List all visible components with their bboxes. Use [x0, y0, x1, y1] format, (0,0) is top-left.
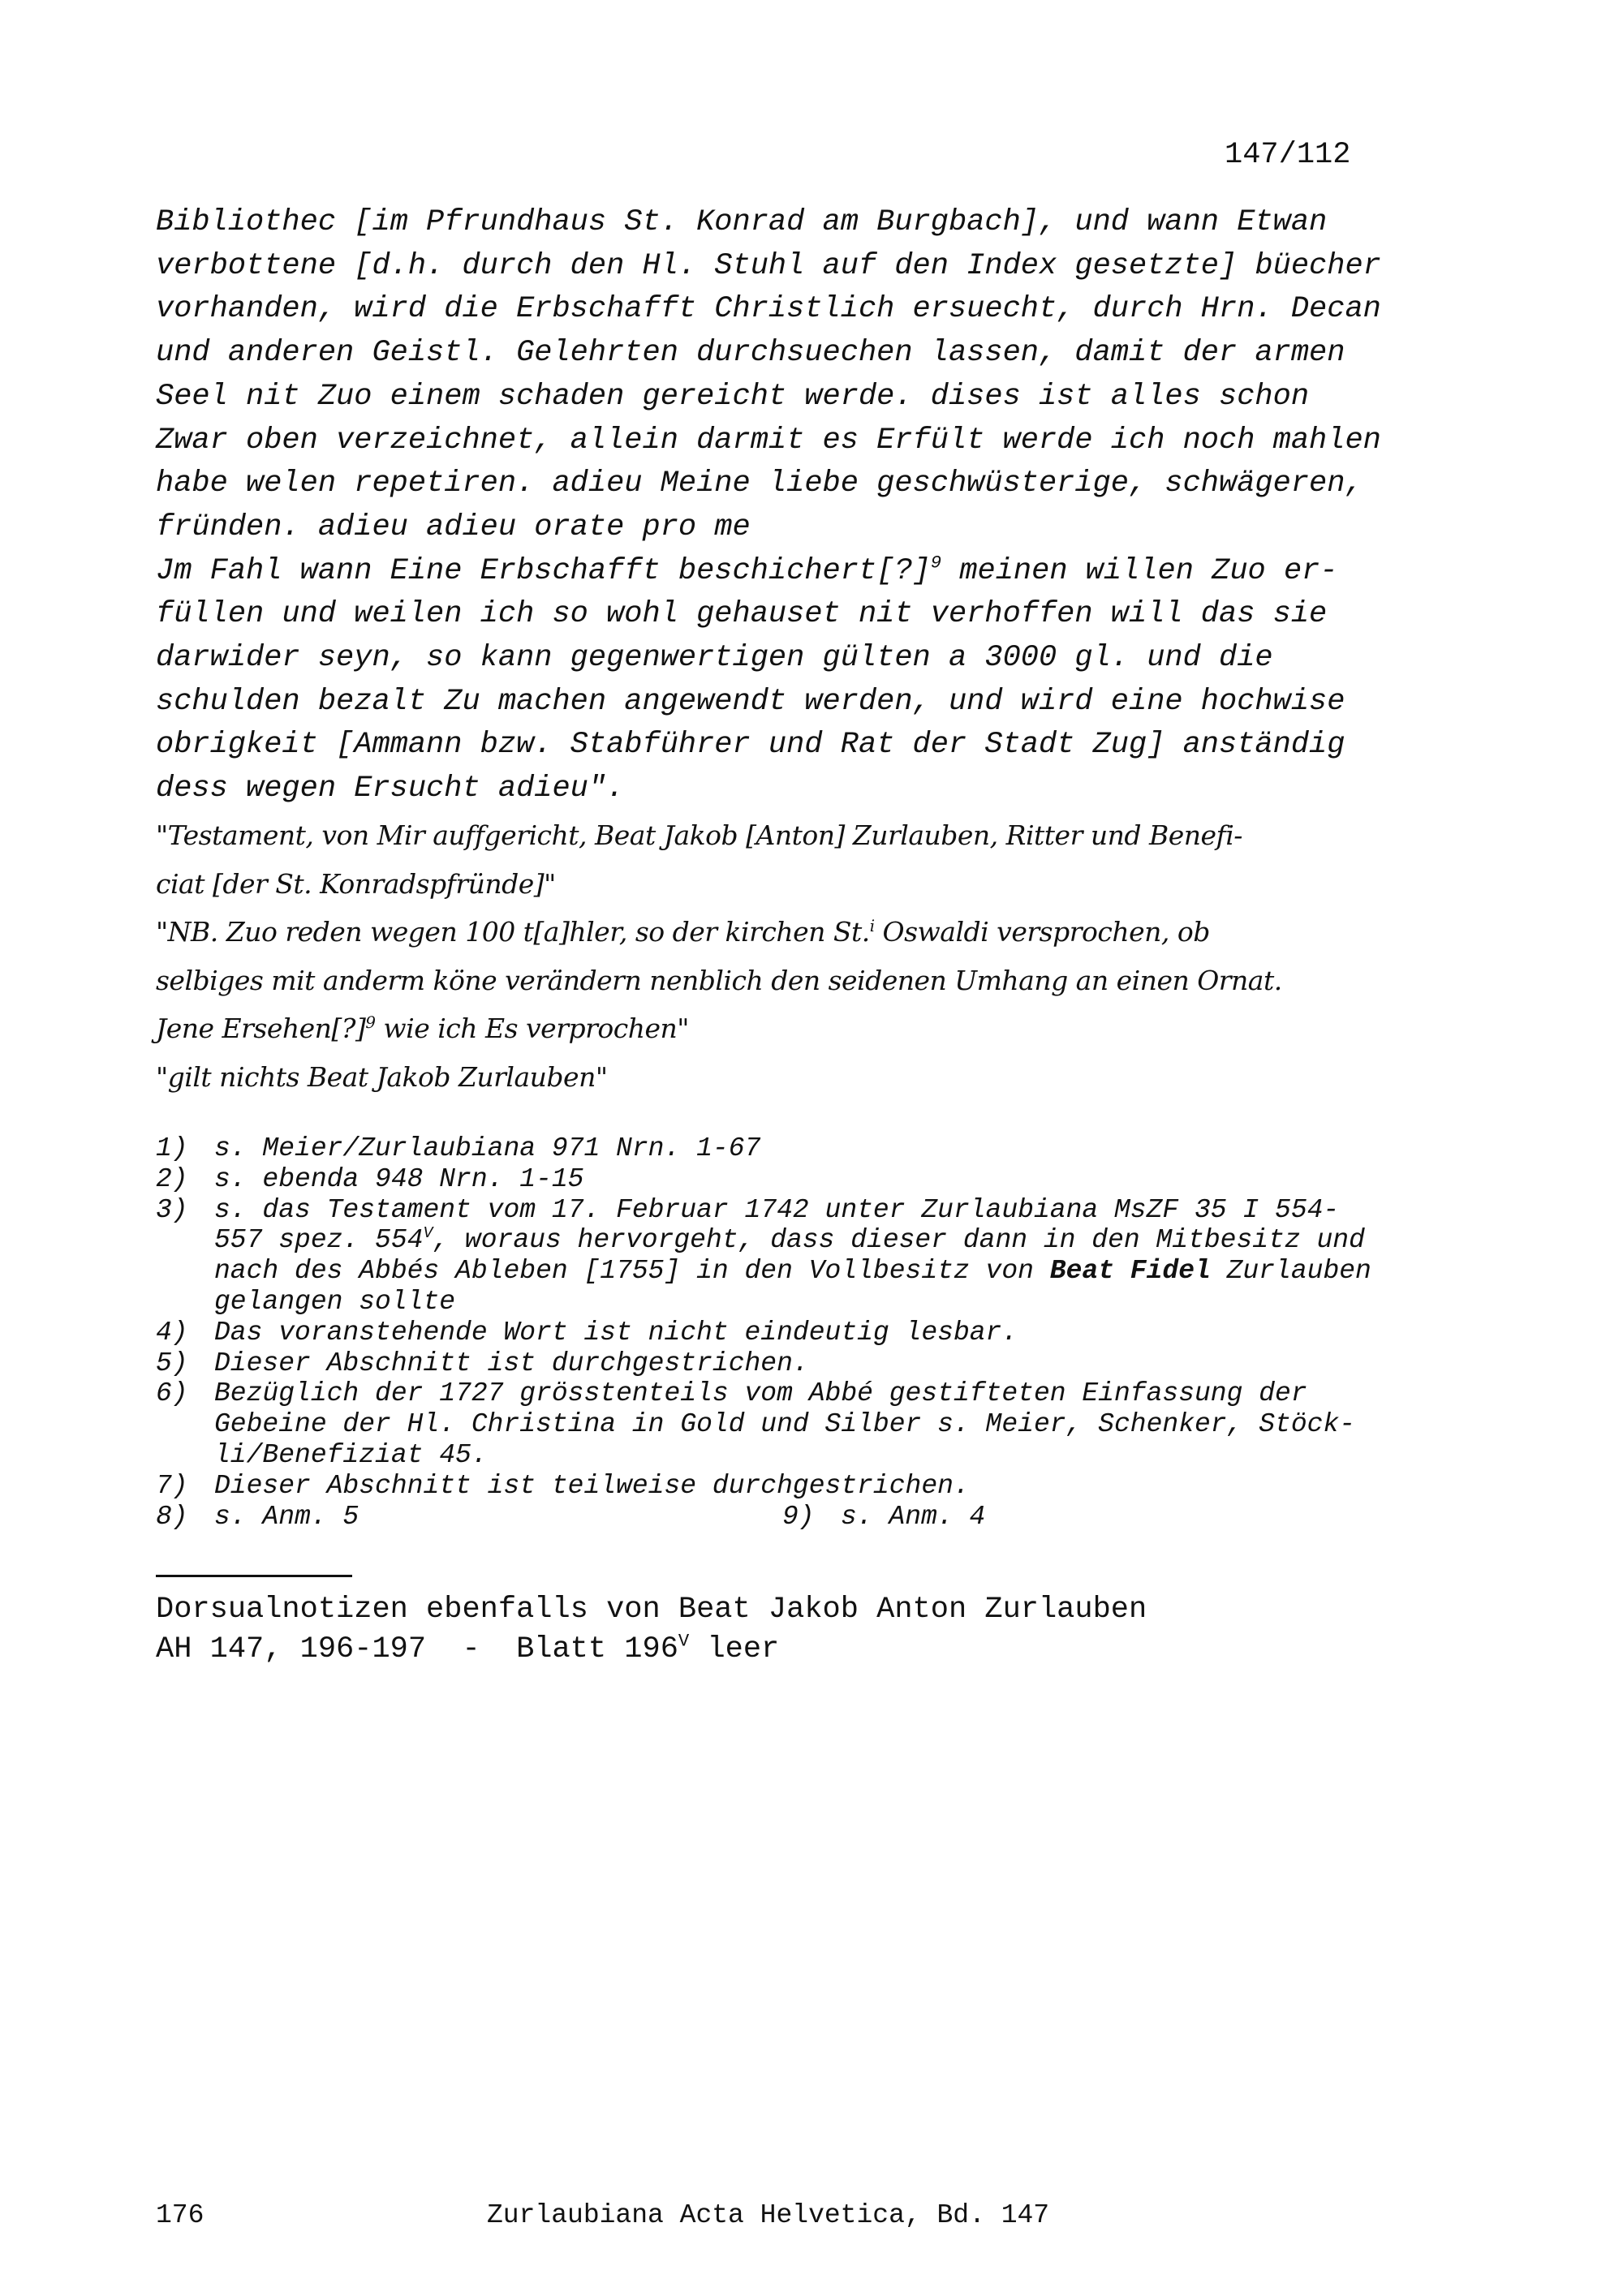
- footnote-number: 4): [156, 1317, 188, 1348]
- text: Jene Ersehen[?]: [156, 1013, 366, 1044]
- text: meinen willen Zuo er-: [941, 553, 1338, 588]
- body-line: füllen und weilen ich so wohl gehauset nit verhoffen will das sie: [156, 597, 1328, 632]
- body-line: dess wegen Ersucht adieu".: [156, 772, 625, 806]
- footnote: [782, 1502, 1409, 1533]
- script-line: [156, 1004, 1282, 1053]
- dorsal-line-1: Dorsualnotizen ebenfalls von Beat Jakob Anton Zurlauben: [156, 1593, 1147, 1627]
- footnote-number: 1): [156, 1133, 188, 1163]
- footnote-line: [156, 1378, 1409, 1409]
- separator-line: [156, 1575, 352, 1577]
- footnote-number: 9): [782, 1501, 815, 1532]
- footnote-text: Bezüglich der 1727 grösstenteils vom Abbé gestifteten Einfassung der: [214, 1378, 1307, 1409]
- body-line: habe welen repetiren. adieu Meine liebe geschwüsterige, schwägeren,: [156, 467, 1363, 501]
- body-line: Bibliothec [im Pfrundhaus St. Konrad am Burgbach], und wann Etwan: [156, 205, 1328, 239]
- script-line: ciat [der St. Konradspfründe]": [156, 867, 556, 900]
- superscript: V: [423, 1224, 433, 1243]
- script-line: selbiges mit anderm köne verändern nenblich den seidenen Umhang an einen Ornat.: [156, 964, 1282, 996]
- footnote-line: [156, 1348, 1409, 1379]
- footnote-line: [156, 1440, 1409, 1471]
- footer-title: Zurlaubiana Acta Helvetica, Bd. 147: [487, 2200, 1050, 2230]
- footnote-text: Dieser Abschnitt ist durchgestrichen.: [214, 1348, 809, 1378]
- body-line: verbottene [d.h. durch den Hl. Stuhl auf den Index gesetzte] büecher: [156, 248, 1381, 283]
- footnote-line: [156, 1471, 1409, 1502]
- footnote: [156, 1502, 782, 1533]
- footnote-text: [214, 1256, 1371, 1287]
- text: , woraus hervorgeht, dass dieser dann in den Mitbesitz und: [433, 1225, 1365, 1256]
- text: Jm Fahl wann Eine Erbschafft beschichert[?]: [156, 553, 931, 588]
- footnote-number: 8): [156, 1501, 188, 1532]
- superscript: 9: [930, 553, 942, 574]
- footnote-text: s. Meier/Zurlaubiana 971 Nrn. 1-67: [214, 1133, 761, 1163]
- footnote-text: gelangen sollte: [214, 1286, 456, 1317]
- footnote-number: 2): [156, 1163, 188, 1194]
- handwritten-transcription: [156, 811, 1282, 1101]
- footnote-line: [156, 1256, 1409, 1287]
- body-line: vorhanden, wird die Erbschafft Christlich ersuecht, durch Hrn. Decan: [156, 292, 1381, 327]
- footnote-text: s. ebenda 948 Nrn. 1-15: [214, 1163, 584, 1194]
- body-text: [156, 201, 1381, 811]
- body-line: fründen. adieu adieu orate pro me: [156, 510, 751, 544]
- footnote-line: [156, 1164, 1409, 1195]
- text: nach des Abbés Ableben [1755] in den Vollbesitz von: [214, 1256, 1050, 1287]
- footnote-number: 5): [156, 1348, 188, 1378]
- body-line: Zwar oben verzeichnet, allein darmit es Erfült werde ich noch mahlen: [156, 423, 1381, 458]
- footnote-line: [156, 1133, 1409, 1164]
- dorsal-notes: [156, 1590, 1147, 1670]
- footnote-line: [156, 1195, 1409, 1226]
- indent: [156, 1287, 214, 1318]
- bold-name: Beat Fidel: [1049, 1256, 1211, 1287]
- body-line: schulden bezalt Zu machen angewendt werden, und wird eine hochwise: [156, 684, 1345, 719]
- script-line: "Testament, von Mir auffgericht, Beat Jakob [Anton] Zurlauben, Ritter und Benefi-: [156, 819, 1242, 851]
- footnote-number: [156, 1409, 214, 1440]
- footnote-text: li/Benefiziat 45.: [214, 1439, 488, 1470]
- body-line: Seel nit Zuo einem schaden gereicht werde. dises ist alles schon: [156, 379, 1310, 414]
- footnote-text: Dieser Abschnitt ist teilweise durchgestrichen.: [214, 1470, 970, 1501]
- indent: [156, 1225, 214, 1256]
- footnote-number: [156, 1440, 214, 1471]
- page-number: 176: [156, 2200, 204, 2230]
- footnote-line: [156, 1287, 1409, 1318]
- body-line: und anderen Geistl. Gelehrten durchsuechen lassen, damit der armen: [156, 336, 1345, 371]
- superscript: 9: [365, 1013, 376, 1032]
- body-line: obrigkeit [Ammann bzw. Stabführer und Rat der Stadt Zug] anständig: [156, 728, 1345, 763]
- dorsal-line-2-end: leer: [689, 1632, 780, 1666]
- text: wie ich Es verprochen": [375, 1013, 689, 1044]
- script-line: [156, 908, 1282, 957]
- superscript: i: [869, 917, 875, 935]
- footnote-line: [156, 1318, 1409, 1348]
- dorsal-line-2: [156, 1630, 1147, 1670]
- footnote-text: s. Anm. 4: [841, 1501, 986, 1532]
- footnote-line: [156, 1409, 1409, 1440]
- indent: [156, 1256, 214, 1287]
- footnote-text: Gebeine der Hl. Christina in Gold und Silber s. Meier, Schenker, Stöck-: [214, 1409, 1356, 1440]
- footnote-number: 6): [156, 1378, 188, 1409]
- script-line: "gilt nichts Beat Jakob Zurlauben": [156, 1060, 608, 1093]
- footnote-text: s. das Testament vom 17. Februar 1742 unter Zurlaubiana MsZF 35 I 554-: [214, 1194, 1340, 1225]
- footnote-line: [156, 1225, 1409, 1256]
- text: Oswaldi versprochen, ob: [874, 916, 1210, 948]
- text: "NB. Zuo reden wegen 100 t[a]hler, so der kirchen St.: [156, 916, 870, 948]
- page-reference: 147/112: [1225, 138, 1351, 172]
- footnotes: [156, 1133, 1409, 1532]
- footnote-text: Das voranstehende Wort ist nicht eindeutig lesbar.: [214, 1317, 1018, 1348]
- body-line: darwider seyn, so kann gegenwertigen gülten a 3000 gl. und die: [156, 641, 1273, 676]
- text: Zurlauben: [1210, 1256, 1371, 1287]
- body-line: [156, 550, 1381, 594]
- footnote-number: 7): [156, 1470, 188, 1501]
- footnote-text: [214, 1225, 1365, 1256]
- dorsal-line-2-text: AH 147, 196-197 - Blatt 196: [156, 1632, 678, 1666]
- superscript: V: [678, 1631, 690, 1652]
- footnote-pair: [156, 1502, 1409, 1533]
- text: 557 spez. 554: [214, 1225, 424, 1256]
- footnote-number: 3): [156, 1194, 188, 1225]
- footnote-text: s. Anm. 5: [214, 1501, 359, 1532]
